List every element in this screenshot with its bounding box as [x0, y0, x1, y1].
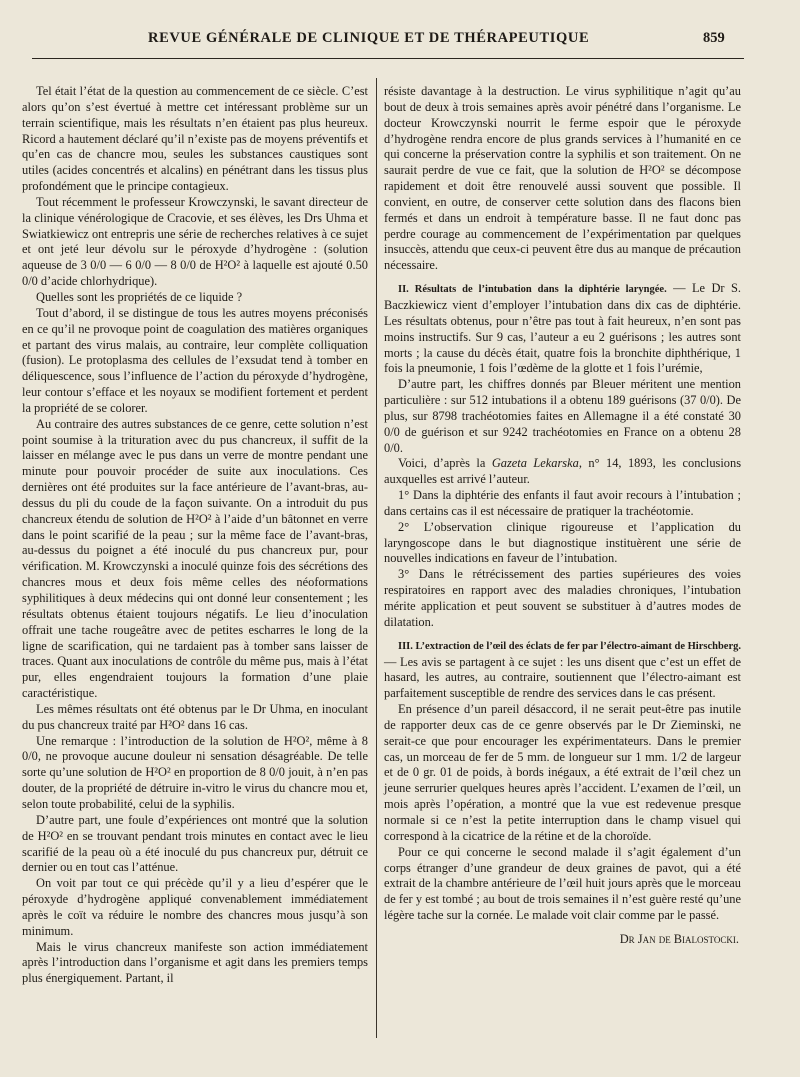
source-title: Gazeta Lekarska — [491, 456, 579, 471]
section-heading: III. L’extraction de l’œil des éclats de fer par l’électro-aimant de Hirschberg. — [398, 640, 741, 652]
conclusion-item: 1° Dans la diphtérie des enfants il faut avoir recours à l’intubation ; dans certains cas il est nécessaire de pratiquer la trachéotomie. — [384, 488, 741, 518]
conclusion-item: 3° Dans le rétrécissement des parties supérieures des voies respiratoires en rapport avec des maladies chroniques, l’intubation mérite application et peut souvent se substituer à d’autres modes de dilatation. — [384, 567, 741, 629]
page-header — [0, 28, 800, 52]
section-paragraph — [384, 281, 741, 377]
section-lead-text: — Le Dr S. Baczkiewicz vient d’employer l’intubation dans dix cas de diphtérie. Les résultats obtenus, pour n’être pas tout à fait heureux, n’en sont pas moins instructifs. Sur 9 cas, l’auteur a eu 2 guérisons ; les autres sont morts ; la cause du décès était, quatre fois la bronchite diphthérique, 1 fois la pneumonie, 1 fois l’œdème de la glotte et 1 fois l’urémie, — [384, 281, 741, 376]
section-heading: II. Résultats de l’intubation dans la diphtérie laryngée. — [398, 284, 667, 296]
conclusion-item: 2° L’observation clinique rigoureuse et l’application du laryngoscope dans le but diagnostique instituèrent une série de nouvelles indications en faveur de l’intubation. — [384, 519, 741, 566]
paragraph: En présence d’un pareil désaccord, il ne serait peut-être pas inutile de rapporter deux cas de ce genre observés par le Dr Zieminski, ne serait-ce que pour encourager les expérimentateurs. Dans le premier cas, un morceau de fer de 5 mm. de longueur sur 1 mm. 1/2 de largeur et de 0 gr. 01 de poids, à bords inégaux, a été extrait de l’œil chez un jeune serrurier quelques heures après l’accident. L’examen de l’œil, un mois après l’opération, a montré que la vue est redevenue presque normale si ce n’est la petite interruption dans le champ visuel qui correspond à la cicatrice de la rétine et de la choroïde. — [384, 702, 741, 843]
paragraph: Tout récemment le professeur Krowczynski, le savant directeur de la clinique vénérologique de Cracovie, et ses élèves, les Drs Uhma et Swiatkiewicz ont entrepris une série de recherches relatives à ce sujet et ont jeté leur dévolu sur le péroxyde d’hydrogène : (solution aqueuse de 3 0/0 — 6 0/0 — 8 0/0 de H²O² à laquelle est ajouté 0.50 0/0 d’acide chlorhydrique). — [22, 194, 368, 289]
journal-title: REVUE GÉNÉRALE DE CLINIQUE ET DE THÉRAPEUTIQUE — [148, 30, 590, 46]
paragraph: On voit par tout ce qui précède qu’il y a lieu d’espérer que le péroxyde d’hydrogène appliqué convenablement immédiatement après le coït va réduire le nombre des chancres mous jusqu’à son minimum. — [22, 876, 368, 938]
paragraph: Une remarque : l’introduction de la solution de H²O², même à 8 0/0, ne provoque aucune douleur ni sensation désagréable. De telle sorte qu’une solution de H²O² en proportion de 8 0/0 jouit, à n’en pas douter, de la propriété de détruire in-vitro le virus du chancre mou et, selon toute probabilité, celui de la syphilis. — [22, 733, 368, 811]
paragraph — [384, 456, 741, 488]
paragraph: Mais le virus chancreux manifeste son action immédiatement après l’introduction dans l’organisme et agit dans les premiers temps plus énergiquement. Partant, il — [22, 939, 368, 986]
paragraph: résiste davantage à la destruction. Le virus syphilitique n’agit qu’au bout de deux à trois semaines après avoir pénétré dans l’organisme. Le docteur Krowczynski nourrit le ferme espoir que le péroxyde d’hydrogène rendra encore de plus grands services à l’humanité en ce qui concerne la préservation contre la syphilis et son traitement. On ne saurait perdre de vue ce fait, que la solution de H²O² se décompose rapidement et doit être renouvelé aussi souvent que possible. Il convient, en outre, de conserver cette solution dans des flacons bien fermés et dans un endroit à température basse. Il ne faut donc pas perdre courage au commencement de l’expérimentation par quelques insuccès, attendu que ceux-ci peuvent être dus au manque de précaution nécessaire. — [384, 84, 741, 273]
text-run: Voici, d’après la — [398, 456, 492, 471]
right-column — [384, 84, 741, 948]
paragraph: Tout d’abord, il se distingue de tous les autres moyens préconisés en ce qu’il ne provoque point de coagulation des matières organiques et partant des virus malais, au contraire, leur complète colliquation (fusion). Le protoplasma des cellules de l’exsudat tend à tomber en déliquescence, sous l’influence de l’action du péroxyde d’hydrogène, leur contour s’efface et les noyaux se modifient fortement et perdent la propriété de se colorer. — [22, 305, 368, 415]
paragraph: Pour ce qui concerne le second malade il s’agit également d’un corps étranger d’une grandeur de deux graines de pavot, qui a été extrait de la chambre antérieure de l’œil huit jours après que le morceau de fer y est tombé ; au bout de trois semaines il n’est guère resté qu’une légère tache sur la cornée. Le malade voit clair comme par le passé. — [384, 844, 741, 923]
section-paragraph — [384, 638, 741, 702]
paragraph: Les mêmes résultats ont été obtenus par le Dr Uhma, en inoculant du pus chancreux traité par H²O² dans 16 cas. — [22, 701, 368, 732]
page-number: 859 — [703, 30, 725, 46]
author-signature: Dr Jan de Bialostocki. — [619, 931, 739, 946]
paragraph: Quelles sont les propriétés de ce liquide ? — [36, 289, 243, 304]
header-rule — [32, 58, 744, 59]
column-divider — [376, 78, 377, 1038]
paragraph: D’autre part, les chiffres donnés par Bleuer méritent une mention particulière : sur 512 intubations il a obtenu 189 guérisons (37 0/0). De plus, sur 8798 trachéotomies faites en Allemagne il a été constaté 30 0/0 de guérison et sur 9242 trachéotomies en France on a obtenu 28 0/0. — [384, 377, 741, 455]
paragraph: Au contraire des autres substances de ce genre, cette solution n’est point soumise à la trituration avec du pus chancreux, il suffit de la laisser en mélange avec le pus dans un verre de montre pendant une minute pour pouvoir procéder de suite aux inoculations. Ces dernières ont été produites sur la face antérieure de l’avant-bras, au-dessus du pli du coude de la façon suivante. On a introduit du pus chancreux étendu de solution de H²O² à l’aide d’un bâtonnet en verre dans le point scarifié de la peau ; sur la même face de l’avant-bras, au-dessus du poignet a été inoculé du pus chancreux pur, pour vérification. M. Krowczynski a inoculé quinze fois des sécrétions des chancres mous et deux fois même celles des néoformations syphilitiques à deux médecins qui ont donné leur consentement ; les résultats obtenus étaient toujours négatifs. Le lieu d’inoculation offrait une tache rougeâtre avec de petites escharres le long de la ligne de scarification, qui ne tardaient pas à tomber sans laisser de traces. Quant aux inoculations de contrôle du même pus, mais à l’état pur, elles engendraient toujours la formation d’une plaie caractéristique. — [22, 416, 368, 701]
text-run: , n° 14, 1893, les conclusions auxquelles est arrivé l’auteur. — [384, 456, 742, 487]
paragraph: Tel était l’état de la question au commencement de ce siècle. C’est alors qu’on s’est évertué à mettre cet intéressant problème sur un terrain scientifique, mais les résultats n’en étaient pas plus heureux. Ricord a hautement déclaré qu’il n’existe pas de moyens préventifs et qu’en cas de chancre mou, seules les substances caustiques sont utiles (acides concentrés et alcalins) en pénétrant dans les tissus plus profondément que le principe contagieux. — [22, 84, 368, 194]
paragraph: D’autre part, une foule d’expériences ont montré que la solution de H²O² en se trouvant pendant trois minutes en contact avec le lieu scarifié de la peau où a été inoculé du pus chancreux pur, détruit ce dernier ou en tout cas l’atténue. — [22, 812, 368, 875]
left-column — [22, 84, 368, 987]
section-lead-text: — Les avis se partagent à ce sujet : les uns disent que c’est un effet de hasard, les autres, au contraire, soutiennent que l’électro-aimant est parfaitement susceptible de rendre des services dans le cas présent. — [384, 654, 741, 701]
